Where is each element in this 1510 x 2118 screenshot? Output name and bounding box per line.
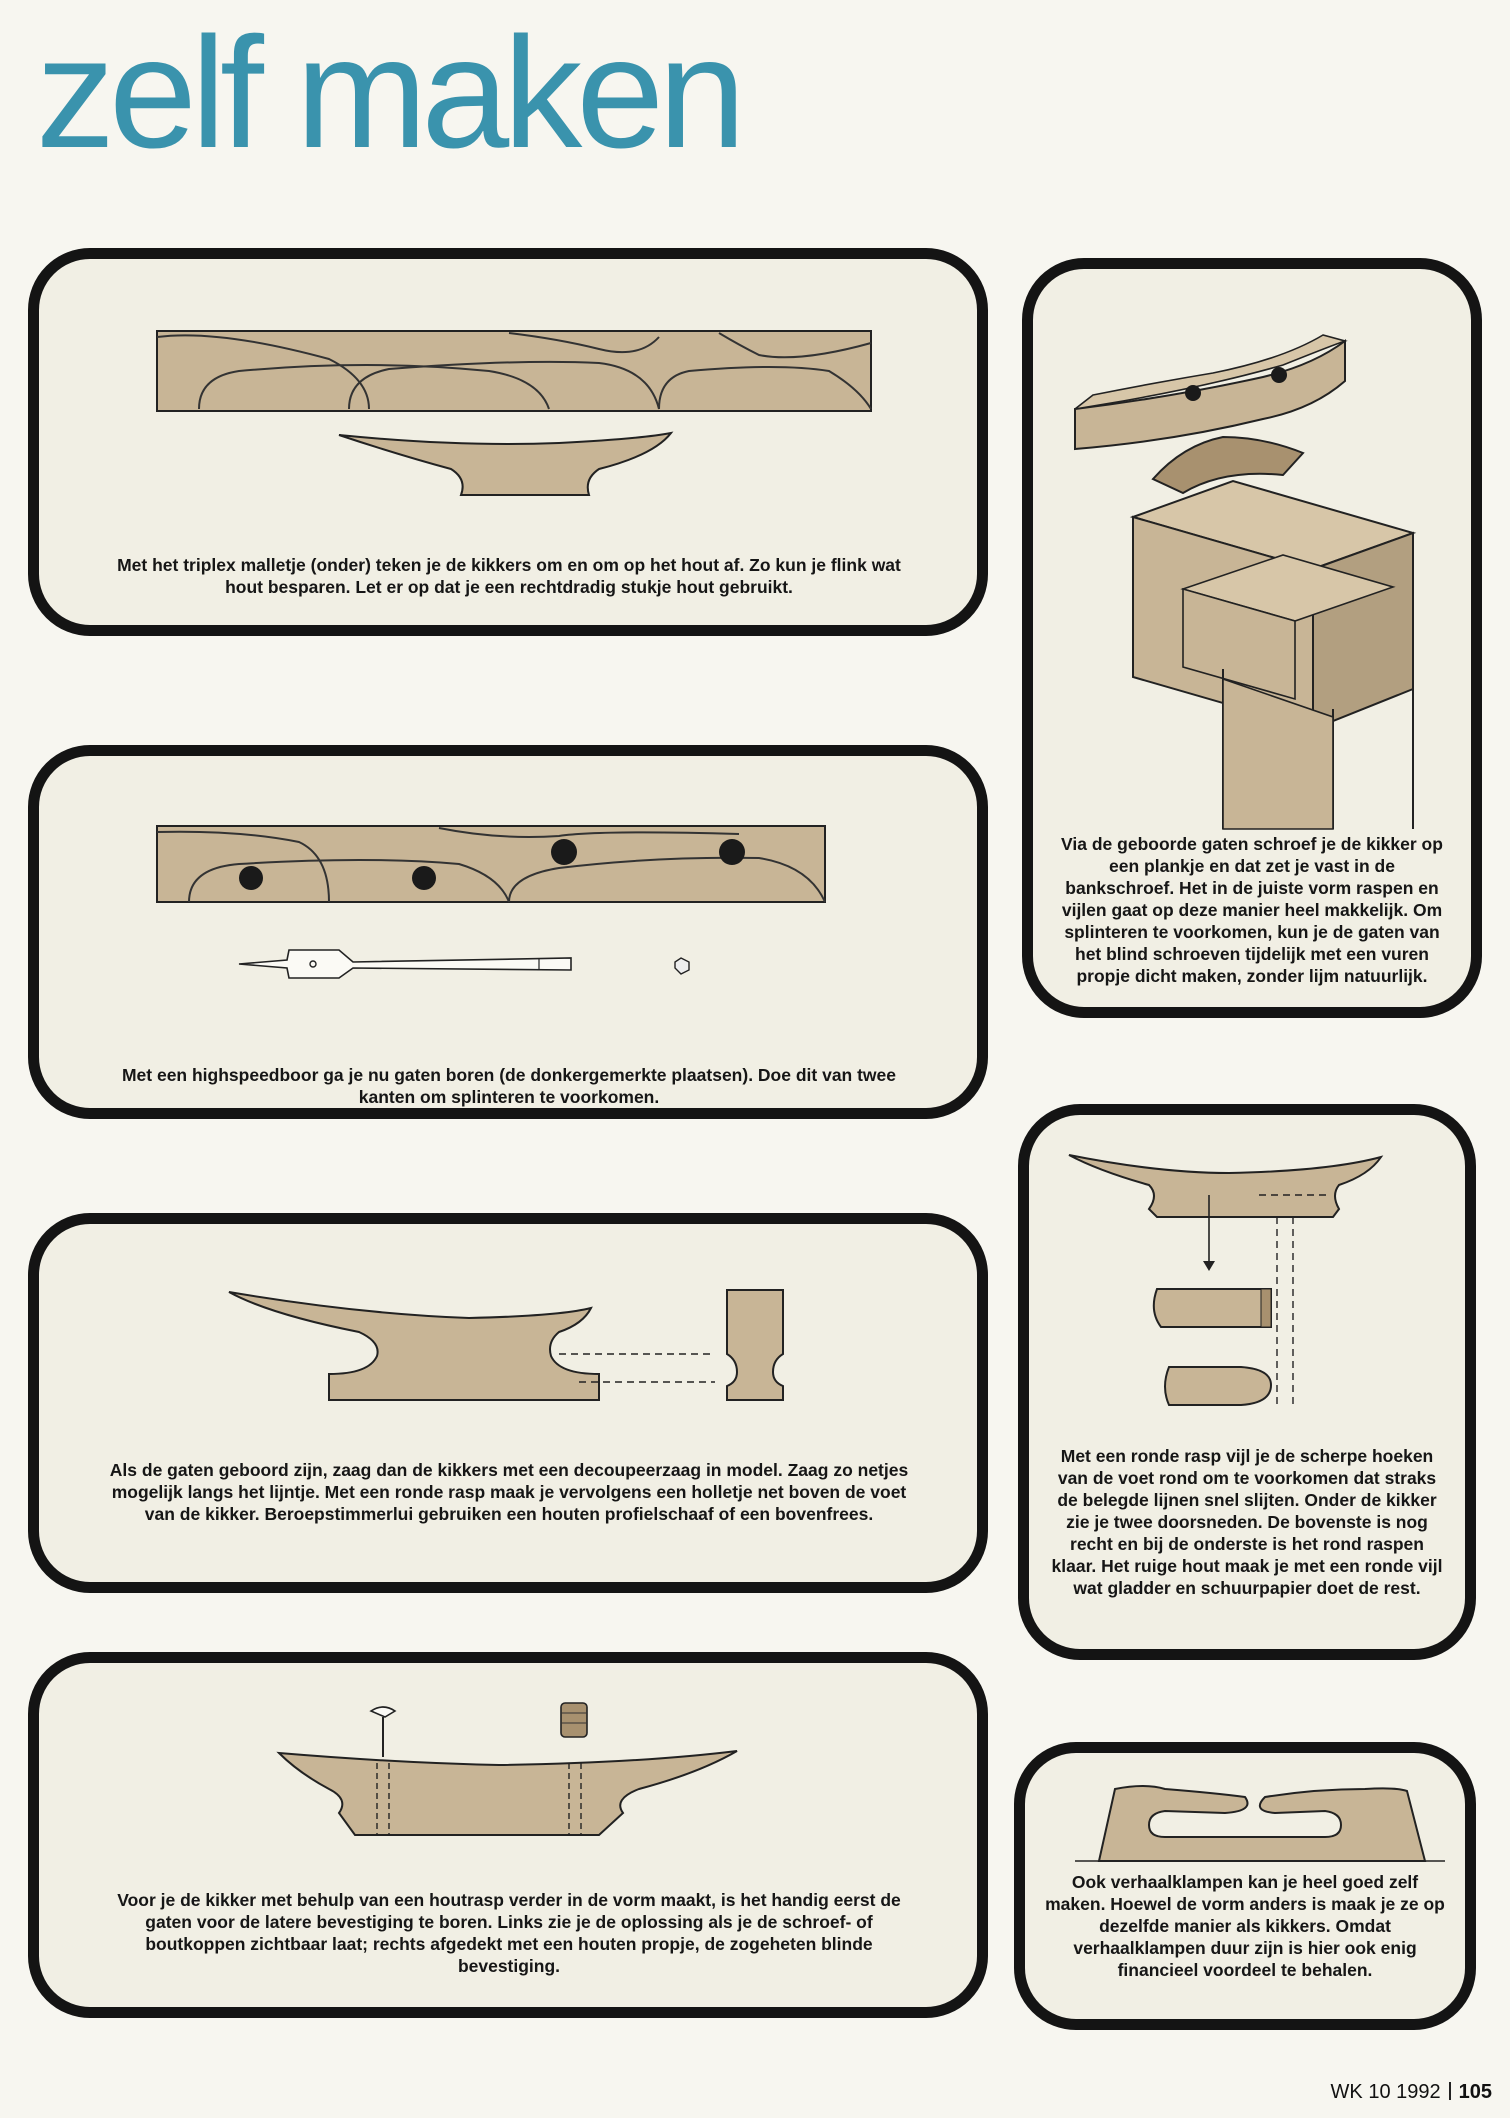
screw-hole-icon	[1185, 385, 1201, 401]
step-caption: Ook verhaalklampen kan je heel goed zelf maken. Hoewel de vorm anders is maak je ze op dezelfde manier als kikkers. Omdat verhaalklampen duur zijn is hier ook enig financieel voordeel te behalen.	[1045, 1872, 1445, 1980]
drill-hole-icon	[551, 839, 577, 865]
step-panel-template	[28, 248, 988, 636]
step-caption: Als de gaten geboord zijn, zaag dan de kikkers met een decoupeerzaag in model. Zaag zo netjes mogelijk langs het lijntje. Met een ronde rasp maak je vervolgens een holletje net boven de voet van de kikker. Beroepstimmerlui gebruiken een houten profielschaaf of een bovenfrees.	[109, 1460, 909, 1524]
step-panel-vise	[1022, 258, 1482, 1018]
step-caption: Voor je de kikker met behulp van een houtrasp verder in de vorm maakt, is het handig eerst de gaten voor de latere bevestiging te boren. Links zie je de oplossing als je de schroef- of boutkoppen zichtbaar laat; rechts afgedekt met een houten propje, de zogeheten blinde bevestiging.	[117, 1890, 901, 1976]
spade-drill-bit-icon	[239, 950, 689, 978]
issue-label: WK 10 1992	[1330, 2081, 1441, 2103]
step-caption: Met het triplex malletje (onder) teken je de kikkers om en om op het hout af. Zo kun je flink wat hout besparen. Let er op dat je een rechtdradig stukje hout gebruikt.	[117, 555, 901, 597]
step-panel-mooring-cleat	[1014, 1742, 1476, 2030]
step-panel-drilling	[28, 745, 988, 1119]
screw-icon	[371, 1707, 395, 1757]
drill-hole-icon	[239, 866, 263, 890]
screw-hole-icon	[1271, 367, 1287, 383]
drill-hole-icon	[719, 839, 745, 865]
step-caption: Met een ronde rasp vijl je de scherpe hoeken van de voet rond om te voorkomen dat straks de belegde lijnen snel slijten. Onder de kikker zie je twee doorsneden. De bovenste is nog recht en bij de onderste is het rond raspen klaar. Het ruige hout maak je met een ronde vijl wat gladder en schuurpapier doet de rest.	[1051, 1446, 1443, 1598]
page-title: zelf maken	[36, 5, 741, 181]
drilling-illustration	[39, 756, 977, 1108]
page-footer	[1331, 2081, 1492, 2104]
step-caption: Via de geboorde gaten schroef je de kikker op een plankje en dat zet je vast in de bankschroef. Het in de juiste vorm raspen en vijlen gaat op deze manier heel makkelijk. Om splinteren te voorkomen, kun je de gaten van het blind schroeven tijdelijk met een vuren propje dicht maken, zonder lijm natuurlijk.	[1061, 834, 1443, 986]
drill-hole-icon	[412, 866, 436, 890]
wood-plug-icon	[561, 1703, 587, 1737]
step-panel-fastening-holes	[28, 1652, 988, 2018]
step-panel-rounding	[1018, 1104, 1476, 1660]
step-caption: Met een highspeedboor ga je nu gaten boren (de donkergemerkte plaatsen). Doe dit van twee kanten om splinteren te voorkomen.	[121, 1065, 897, 1107]
page-number: 105	[1458, 2081, 1492, 2103]
step-panel-sawing	[28, 1213, 988, 1593]
footer-divider	[1449, 2082, 1451, 2100]
sawn-cleat-illustration	[39, 1224, 977, 1582]
